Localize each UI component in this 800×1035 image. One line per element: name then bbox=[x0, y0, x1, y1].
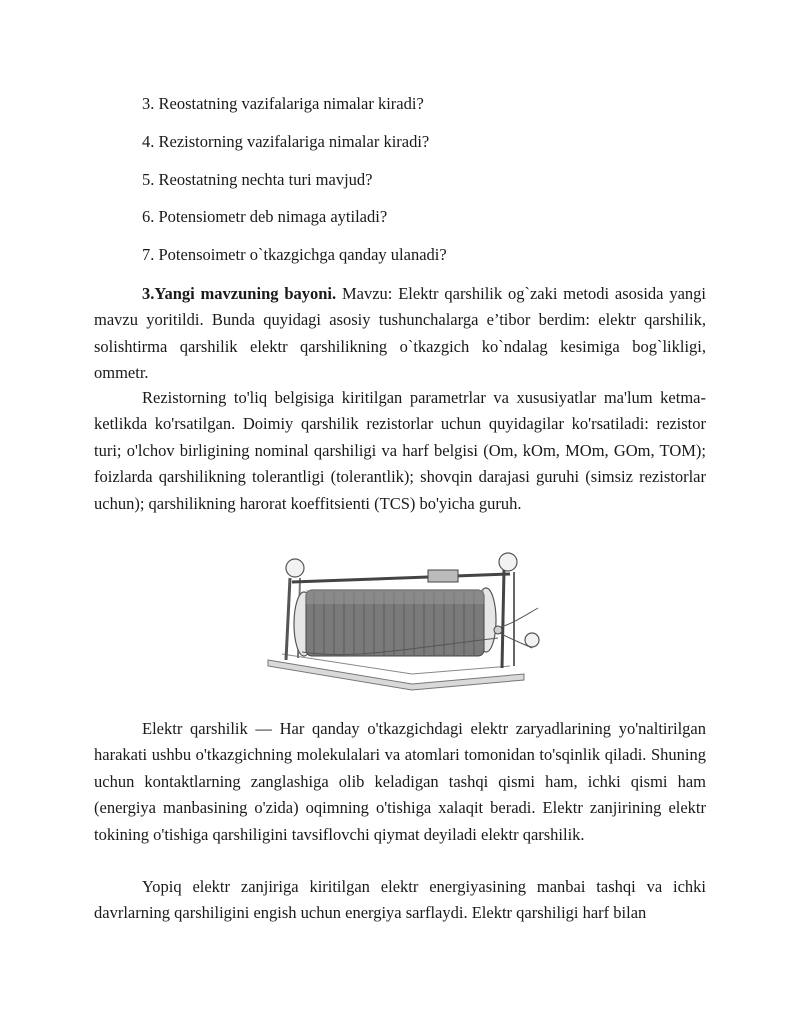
question-4: 4. Rezistorning vazifalariga nimalar kiradi? bbox=[142, 132, 430, 151]
rezistor-paragraph: Rezistorning to'liq belgisiga kiritilgan parametrlar va xususiyatlar ma'lum ketma-ketlikda ko'rsatilgan. Doimiy qarshilik rezistorlar uchun quyidagilar ko'rsatiladi: rezistor turi; o'lchov birligining nominal qarshiligi va harf belgisi (Om, kOm, MOm, GOm, TOM); foizlarda qarshilikning tolerantligi (tolerantlik); shovqin darajasi guruhi (simsiz rezistorlar uchun); qarshilikning harorat koeffitsienti (TCS) bo'yicha guruh. bbox=[94, 388, 706, 513]
question-7: 7. Potensoimetr o`tkazgichga qanday ulanadi? bbox=[142, 245, 447, 264]
question-5: 5. Reostatning nechta turi mavjud? bbox=[142, 170, 373, 189]
elektr-qarshilik-paragraph: Elektr qarshilik — Har qanday o'tkazgichdagi elektr zaryadlarining yo'naltirilgan harakati ushbu o'tkazgichning molekulalari va atomlari tomonidan to'sqinlik qiladi. Shuning uchun kontaktlarning zanglashiga olib keladigan tashqi qismi ham, ichki qismi ham (energiya manbasining o'zida) oqimning o'tishiga xalaqit beradi. Elektr zanjirining elektr tokining o'tishiga qarshiligini tavsiflovchi qiymat deyiladi elektr qarshilik. bbox=[94, 719, 706, 844]
question-3: 3. Reostatning vazifalariga nimalar kiradi? bbox=[142, 94, 424, 113]
section-body: Mavzu: Elektr qarshilik og`zaki metodi asosida yangi mavzu yoritildi. Bunda quyidagi asosiy tushunchalarga e’tibor berdim: elektr qarshilik, solishtirma qarshilik elektr qarshilikning o`tkazgich ko`ndalag kesimiga bog`likligi, ommetr. bbox=[94, 284, 706, 383]
question-6: 6. Potensiometr deb nimaga aytiladi? bbox=[142, 207, 388, 226]
section-paragraph bbox=[94, 281, 706, 387]
section-heading: 3.Yangi mavzuning bayoni. bbox=[142, 284, 337, 303]
yopiq-zanjir-paragraph: Yopiq elektr zanjiriga kiritilgan elektr energiyasining manbai tashqi va ichki davrlarning qarshiligini engish uchun energiya sarflaydi. Elektr qarshiligi harf bilan bbox=[94, 877, 706, 923]
rheostat-illustration bbox=[262, 548, 552, 696]
